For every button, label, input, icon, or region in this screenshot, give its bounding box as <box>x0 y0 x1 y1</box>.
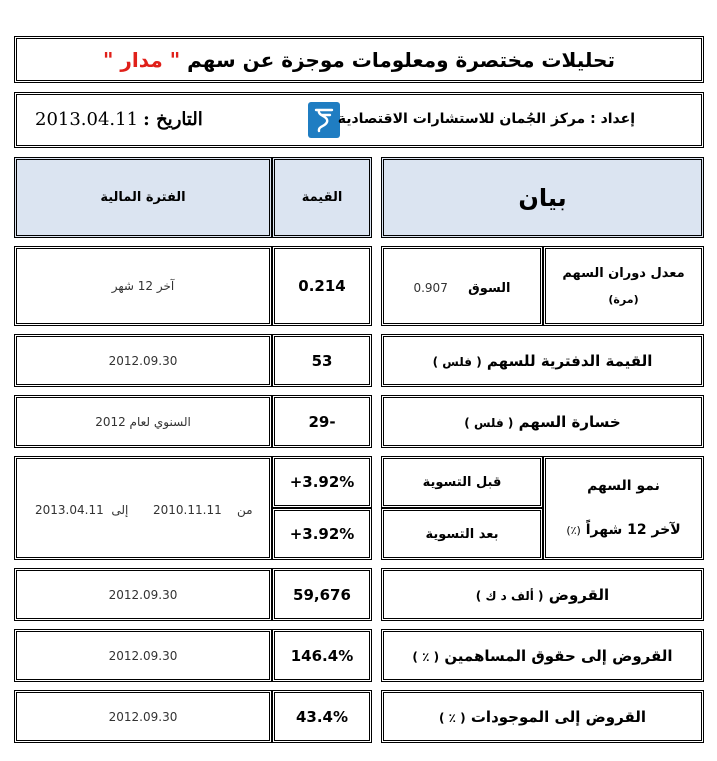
header-period-label: الفترة المالية <box>100 190 186 205</box>
loans-equity-label <box>412 647 672 665</box>
loans-label-cell <box>381 568 704 621</box>
loans-assets-value-text: 43.4% <box>295 707 349 726</box>
loans-equity-value-text: 146.4% <box>290 646 354 665</box>
loans-label <box>476 586 609 604</box>
turnover-period-text: آخر 12 شهر <box>111 279 175 293</box>
loans-assets-period <box>14 690 272 743</box>
market-value: 0.907 <box>413 280 448 295</box>
growth-to-date: 2013.04.11 <box>35 503 104 517</box>
turnover-value-text: 0.214 <box>298 277 346 295</box>
date-value: 2013.04.11 <box>35 109 139 130</box>
growth-label-cell <box>543 456 704 560</box>
book-value-unit: ( فلس ) <box>432 354 482 369</box>
prepared-by <box>338 111 635 127</box>
loans-equity-period-text: 2012.09.30 <box>108 648 178 663</box>
book-value-period-text: 2012.09.30 <box>108 353 178 368</box>
prepared-label: إعداد : <box>590 111 635 127</box>
growth-before-value-text: +3.92% <box>289 473 355 491</box>
loss-period <box>14 395 272 448</box>
loans-equity-label-cell <box>381 629 704 682</box>
loans-assets-label <box>439 708 646 726</box>
growth-after-value <box>272 508 372 560</box>
loans-equity-period <box>14 629 272 682</box>
turnover-label-cell <box>543 246 704 326</box>
loss-period-text: السنوي لعام 2012 <box>95 414 191 429</box>
info-bar <box>14 92 704 148</box>
loss-label-text: خسارة السهم <box>518 412 621 431</box>
loss-label <box>464 413 620 431</box>
report-title-box <box>14 36 704 83</box>
header-statement-label: بيان <box>518 183 567 212</box>
growth-label: نمو السهم <box>587 478 660 494</box>
growth-to-label: إلى <box>111 503 129 517</box>
book-value-label-cell <box>381 334 704 387</box>
loss-unit: ( فلس ) <box>464 415 514 430</box>
report-title-prefix: تحليلات مختصرة ومعلومات موجزة عن سهم <box>187 47 615 72</box>
growth-after-label-cell <box>381 508 543 560</box>
header-statement <box>381 157 704 238</box>
date-label: التاريخ : <box>143 109 203 130</box>
turnover-unit: (مرة) <box>608 293 639 306</box>
loans-value <box>272 568 372 621</box>
quote-open: " <box>169 47 181 72</box>
growth-label2: لآخر 12 شهراً <box>585 522 681 538</box>
growth-period <box>14 456 272 560</box>
loans-assets-unit: ( ٪ ) <box>438 710 466 725</box>
loans-value-text: 59,676 <box>293 585 351 604</box>
loans-assets-label-cell <box>381 690 704 743</box>
loans-assets-value <box>272 690 372 743</box>
growth-from-label: من <box>236 503 253 517</box>
loans-equity-value <box>272 629 372 682</box>
growth-to <box>35 503 128 517</box>
stock-name: مدار <box>120 47 163 72</box>
loans-assets-period-text: 2012.09.30 <box>108 709 178 724</box>
loans-equity-label-text: القروض إلى حقوق المساهمين <box>444 646 673 665</box>
growth-before-value <box>272 456 372 508</box>
book-value-label <box>433 352 653 370</box>
growth-from <box>153 503 253 517</box>
quote-close: " <box>103 47 114 72</box>
turnover-period <box>14 246 272 326</box>
growth-label-period <box>566 522 680 538</box>
loans-assets-label-text: القروض إلى الموجودات <box>470 707 647 726</box>
loans-unit: ( ألف د ك ) <box>475 588 544 603</box>
growth-unit: (٪) <box>566 524 581 537</box>
report-title <box>103 48 615 72</box>
market-label: السوق <box>468 280 511 296</box>
turnover-label: معدل دوران السهم <box>562 266 685 281</box>
loans-period-text: 2012.09.30 <box>108 587 178 602</box>
turnover-value <box>272 246 372 326</box>
loss-value-text: -29 <box>308 412 336 431</box>
loss-label-cell <box>381 395 704 448</box>
book-value-label-text: القيمة الدفترية للسهم <box>486 351 653 370</box>
book-value-value <box>272 334 372 387</box>
market-turnover <box>413 277 510 296</box>
book-value-period <box>14 334 272 387</box>
header-period <box>14 157 272 238</box>
header-value-label: القيمة <box>301 190 343 205</box>
growth-from-date: 2010.11.11 <box>153 503 222 517</box>
growth-before-label: قبل التسوية <box>422 474 502 490</box>
growth-after-value-text: +3.92% <box>289 525 355 543</box>
growth-before-label-cell <box>381 456 543 508</box>
turnover-market <box>381 246 543 326</box>
book-value-value-text: 53 <box>311 351 333 370</box>
loans-label-text: القروض <box>548 585 610 604</box>
growth-after-label: بعد التسوية <box>425 526 499 542</box>
loss-value <box>272 395 372 448</box>
prepared-org: مركز الجُمان للاستشارات الاقتصادية <box>337 111 586 127</box>
aljuman-logo-icon <box>308 102 340 138</box>
report-date <box>35 109 203 130</box>
header-value <box>272 157 372 238</box>
loans-period <box>14 568 272 621</box>
loans-equity-unit: ( ٪ ) <box>412 649 440 664</box>
